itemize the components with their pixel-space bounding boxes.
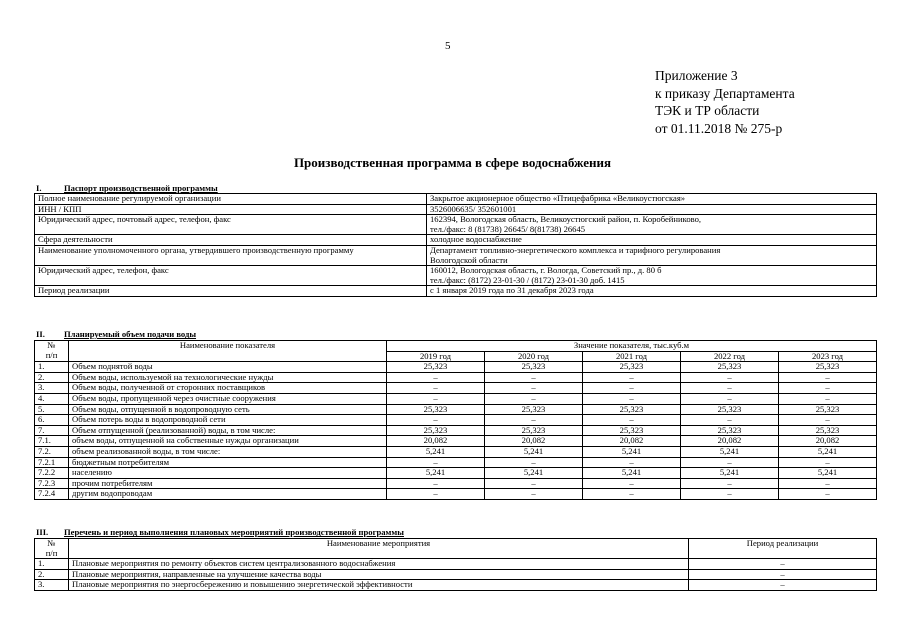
annex-line: Приложение 3 [655, 68, 738, 83]
passport-value-line: тел./факс: 8 (81738) 26645/ 8(81738) 26645 [430, 223, 586, 234]
indicator-name: Объем отпущенной (реализованной) воды, в том числе: [69, 425, 387, 436]
year-value: 5,241 [583, 446, 681, 457]
col-header-num: № [35, 539, 69, 549]
row-number: 7.2.1 [35, 457, 69, 468]
indicator-name: объем реализованной воды, в том числе: [69, 446, 387, 457]
year-value: – [681, 415, 779, 426]
row-number: 3. [35, 580, 69, 591]
col-header-num-sub: п/п [35, 351, 69, 362]
passport-label: ИНН / КПП [35, 204, 427, 215]
indicator-name: объем воды, отпущенной на собственные нужды организации [69, 436, 387, 447]
passport-value-line: тел./факс: (8172) 23-01-30 / (8172) 23-01-30 доб. 1415 [430, 274, 625, 285]
row-number: 5. [35, 404, 69, 415]
year-value: 5,241 [485, 468, 583, 479]
year-value: – [681, 383, 779, 394]
year-value: 5,241 [387, 468, 485, 479]
indicator-name: Объем потерь воды в водопроводной сети [69, 415, 387, 426]
year-value: 20,082 [681, 436, 779, 447]
year-value: – [583, 372, 681, 383]
section-title: Планируемый объем подачи воды [64, 329, 197, 339]
year-header: 2022 год [681, 351, 779, 362]
passport-label: Наименование уполномоченного органа, утвердившего производственную программу [35, 245, 427, 265]
year-value: – [387, 478, 485, 489]
section-number: III. [36, 527, 49, 537]
row-number: 2. [35, 372, 69, 383]
year-value: 25,323 [583, 404, 681, 415]
passport-row [35, 235, 877, 246]
year-value: – [779, 478, 877, 489]
annex-line: ТЭК и ТР области [655, 103, 760, 118]
year-value: 25,323 [779, 404, 877, 415]
year-value: – [779, 415, 877, 426]
indicator-name: Объем поднятой воды [69, 362, 387, 373]
year-value: 5,241 [681, 468, 779, 479]
col-header-values: Значение показателя, тыс.куб.м [387, 341, 877, 352]
row-number: 1. [35, 559, 69, 570]
passport-value [427, 245, 877, 265]
year-value: – [387, 372, 485, 383]
indicator-name: Объем воды, пропущенной через очистные сооружения [69, 393, 387, 404]
year-value: – [681, 489, 779, 500]
passport-value [427, 215, 877, 235]
year-value: 5,241 [779, 468, 877, 479]
section-1-heading [28, 183, 218, 193]
passport-value-line: 162394, Вологодская область, Великоустюгский район, п. Коробейниково, [430, 214, 702, 225]
measure-name: Плановые мероприятия по энергосбережению и повышению энергетической эффективности [69, 580, 689, 591]
year-value: – [681, 393, 779, 404]
year-value: 5,241 [681, 446, 779, 457]
year-value: 25,323 [387, 362, 485, 373]
passport-label: Юридический адрес, почтовый адрес, телефон, факс [35, 215, 427, 235]
year-value: – [387, 489, 485, 500]
indicator-name: Объем воды, используемой на технологические нужды [69, 372, 387, 383]
passport-row [35, 266, 877, 286]
annex-line: к приказу Департамента [655, 85, 795, 101]
passport-label: Полное наименование регулируемой организации [35, 194, 427, 205]
measure-name: Плановые мероприятия по ремонту объектов систем централизованного водоснабжения [69, 559, 689, 570]
section-title: Перечень и период выполнения плановых мероприятий производственной программы [64, 527, 404, 537]
passport-row [35, 215, 877, 235]
passport-label: Период реализации [35, 286, 427, 297]
indicator-name: Объем воды, полученной от сторонних поставщиков [69, 383, 387, 394]
section-2-heading [28, 329, 196, 339]
row-number: 6. [35, 415, 69, 426]
year-value: – [681, 478, 779, 489]
row-number: 7.2. [35, 446, 69, 457]
passport-value-line: Департамент топливно-энергетического комплекса и тарифного регулирования [430, 245, 721, 255]
indicator-name: бюджетным потребителям [69, 457, 387, 468]
passport-label: Юридический адрес, телефон, факс [35, 266, 427, 286]
year-value: – [485, 393, 583, 404]
table-row [35, 457, 877, 468]
measure-period: – [689, 569, 877, 580]
year-value: 25,323 [583, 362, 681, 373]
year-value: – [583, 457, 681, 468]
passport-value-line: холодное водоснабжение [430, 234, 522, 245]
row-number: 3. [35, 383, 69, 394]
annex-block [655, 67, 795, 137]
year-value: 25,323 [485, 404, 583, 415]
year-value: 20,082 [387, 436, 485, 447]
col-header-name: Наименование показателя [69, 341, 387, 362]
passport-value-line: Закрытое акционерное общество «Птицефабрика «Великоустюгская» [430, 193, 686, 203]
year-value: – [779, 457, 877, 468]
year-value: 20,082 [485, 436, 583, 447]
col-header-name: Наименование мероприятия [69, 539, 689, 549]
indicator-name: населению [69, 468, 387, 479]
table-row [35, 393, 877, 404]
year-value: – [681, 372, 779, 383]
year-value: – [387, 457, 485, 468]
passport-value-line: Вологодской области [430, 254, 508, 265]
table-row [35, 489, 877, 500]
measures-table [34, 538, 877, 591]
year-value: – [387, 383, 485, 394]
row-number: 7.2.4 [35, 489, 69, 500]
year-value: – [485, 478, 583, 489]
year-value: 25,323 [387, 404, 485, 415]
table-row [35, 478, 877, 489]
passport-value [427, 194, 877, 205]
passport-label: Сфера деятельности [35, 235, 427, 246]
page-number: 5 [445, 40, 451, 52]
col-header-num-sub: п/п [35, 549, 69, 559]
year-value: – [387, 393, 485, 404]
table-row [35, 569, 877, 580]
year-value: – [583, 478, 681, 489]
passport-value [427, 235, 877, 246]
table-row [35, 383, 877, 394]
year-value: – [779, 393, 877, 404]
indicator-name: Объем воды, отпущенной в водопроводную сеть [69, 404, 387, 415]
year-value: – [583, 383, 681, 394]
year-value: – [485, 383, 583, 394]
row-number: 7.2.3 [35, 478, 69, 489]
year-value: – [779, 489, 877, 500]
year-value: 25,323 [485, 425, 583, 436]
col-header-num: № [35, 341, 69, 352]
passport-row [35, 194, 877, 205]
year-header: 2023 год [779, 351, 877, 362]
passport-value-line: 3526006635/ 352601001 [430, 204, 517, 214]
year-value: 20,082 [779, 436, 877, 447]
year-header: 2019 год [387, 351, 485, 362]
year-value: – [485, 489, 583, 500]
year-value: 5,241 [779, 446, 877, 457]
table-row [35, 425, 877, 436]
year-value: – [583, 415, 681, 426]
passport-value [427, 204, 877, 215]
row-number: 7.1. [35, 436, 69, 447]
year-value: – [779, 372, 877, 383]
year-value: 25,323 [779, 425, 877, 436]
table-row [35, 580, 877, 591]
table-row [35, 446, 877, 457]
row-number: 2. [35, 569, 69, 580]
year-value: 20,082 [583, 436, 681, 447]
section-title: Паспорт производственной программы [64, 183, 218, 193]
table-row [35, 362, 877, 373]
year-value: – [485, 457, 583, 468]
year-value: 5,241 [485, 446, 583, 457]
measure-period: – [689, 580, 877, 591]
row-number: 7.2.2 [35, 468, 69, 479]
indicator-name: прочим потребителям [69, 478, 387, 489]
year-value: – [583, 393, 681, 404]
year-value: 25,323 [485, 362, 583, 373]
passport-value-line: 160012, Вологодская область, г. Вологда, Советский пр., д. 80 б [430, 265, 662, 276]
year-value: – [779, 383, 877, 394]
passport-value-line: с 1 января 2019 года по 31 декабря 2023 года [430, 285, 594, 296]
passport-row [35, 245, 877, 265]
year-value: – [485, 372, 583, 383]
year-value: 25,323 [583, 425, 681, 436]
year-value: – [485, 415, 583, 426]
year-header: 2021 год [583, 351, 681, 362]
table-row [35, 404, 877, 415]
table-row [35, 559, 877, 570]
row-number: 1. [35, 362, 69, 373]
table-row [35, 415, 877, 426]
section-number: I. [36, 183, 42, 193]
row-number: 7. [35, 425, 69, 436]
passport-table [34, 193, 877, 297]
year-value: – [387, 415, 485, 426]
year-value: 25,323 [681, 425, 779, 436]
measure-period: – [689, 559, 877, 570]
col-header-period: Период реализации [689, 539, 877, 549]
measure-name: Плановые мероприятия, направленные на улучшение качества воды [69, 569, 689, 580]
water-volume-table [34, 340, 877, 500]
passport-row [35, 286, 877, 297]
year-value: 25,323 [681, 362, 779, 373]
year-value: 5,241 [583, 468, 681, 479]
section-number: II. [36, 329, 45, 339]
table-row [35, 372, 877, 383]
year-value: 25,323 [779, 362, 877, 373]
passport-value [427, 286, 877, 297]
year-value: 5,241 [387, 446, 485, 457]
passport-value [427, 266, 877, 286]
annex-line: от 01.11.2018 № 275-р [655, 120, 783, 136]
passport-row [35, 204, 877, 215]
year-value: 25,323 [387, 425, 485, 436]
document-title: Производственная программа в сфере водоснабжения [293, 155, 612, 170]
year-header: 2020 год [485, 351, 583, 362]
section-3-heading [28, 527, 404, 537]
indicator-name: другим водопроводам [69, 489, 387, 500]
row-number: 4. [35, 393, 69, 404]
table-row [35, 468, 877, 479]
year-value: 25,323 [681, 404, 779, 415]
table-row [35, 436, 877, 447]
year-value: – [681, 457, 779, 468]
year-value: – [583, 489, 681, 500]
